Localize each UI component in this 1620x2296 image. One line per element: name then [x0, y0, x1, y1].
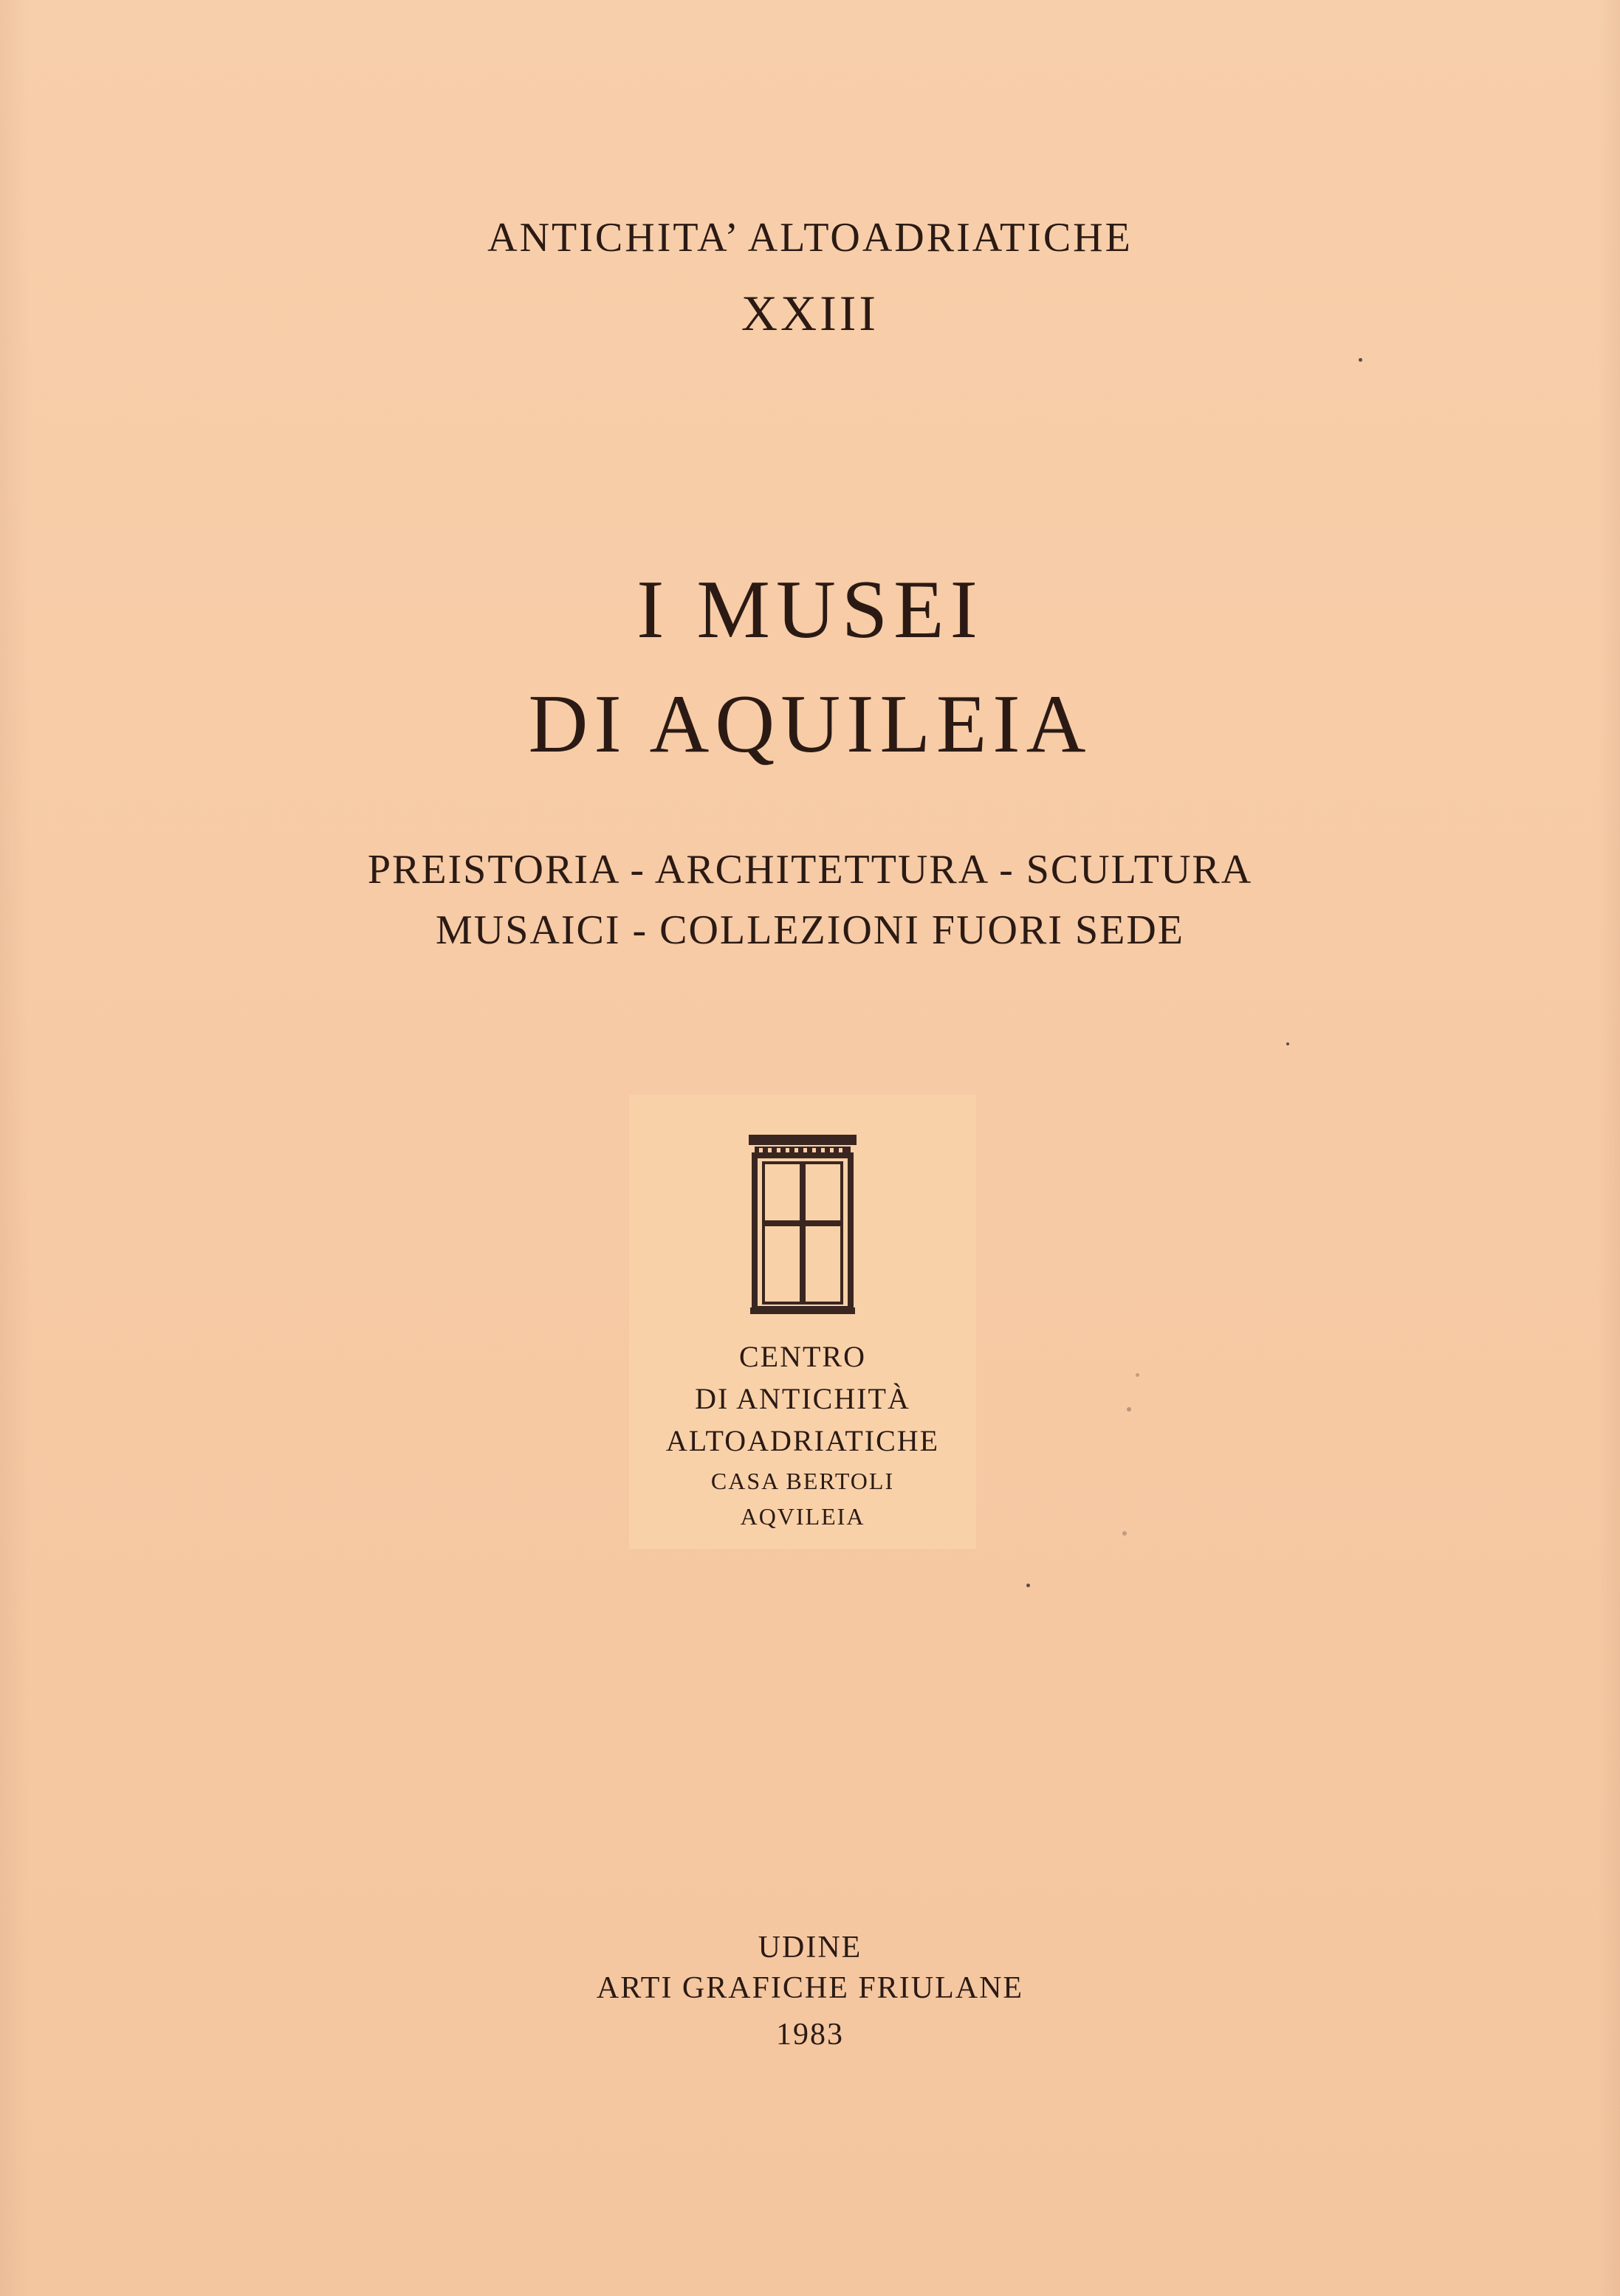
- logo-text-line-4: CASA BERTOLI: [710, 1468, 895, 1494]
- window-icon: [747, 1133, 858, 1315]
- logo-text-line-5: AQVILEIA: [740, 1503, 865, 1530]
- imprint-city: UDINE: [758, 1931, 862, 1965]
- paper-speck: [1359, 358, 1362, 362]
- paper-speck: [1286, 1042, 1289, 1045]
- imprint-year: 1983: [776, 2018, 844, 2052]
- subtitle-line-1: PREISTORIA - ARCHITETTURA - SCULTURA: [367, 847, 1253, 893]
- logo-text-line-2: DI ANTICHITÀ: [695, 1382, 910, 1415]
- main-title-line-1: I MUSEI: [636, 564, 984, 656]
- volume-number: XXIII: [741, 285, 879, 341]
- paper-speck: [1122, 1531, 1127, 1536]
- paper-speck: [1127, 1407, 1131, 1412]
- logo-text-line-3: ALTOADRIATICHE: [665, 1424, 940, 1457]
- paper-speck: [1136, 1373, 1139, 1377]
- paper-speck: [1026, 1584, 1030, 1587]
- logo-text-line-1: CENTRO: [739, 1340, 866, 1373]
- publisher-logo: [629, 1095, 976, 1549]
- series-title: ANTICHITA’ ALTOADRIATICHE: [487, 215, 1133, 261]
- main-title-line-2: DI AQUILEIA: [528, 678, 1092, 770]
- subtitle-line-2: MUSAICI - COLLEZIONI FUORI SEDE: [436, 907, 1184, 953]
- imprint-publisher: ARTI GRAFICHE FRIULANE: [596, 1971, 1024, 2005]
